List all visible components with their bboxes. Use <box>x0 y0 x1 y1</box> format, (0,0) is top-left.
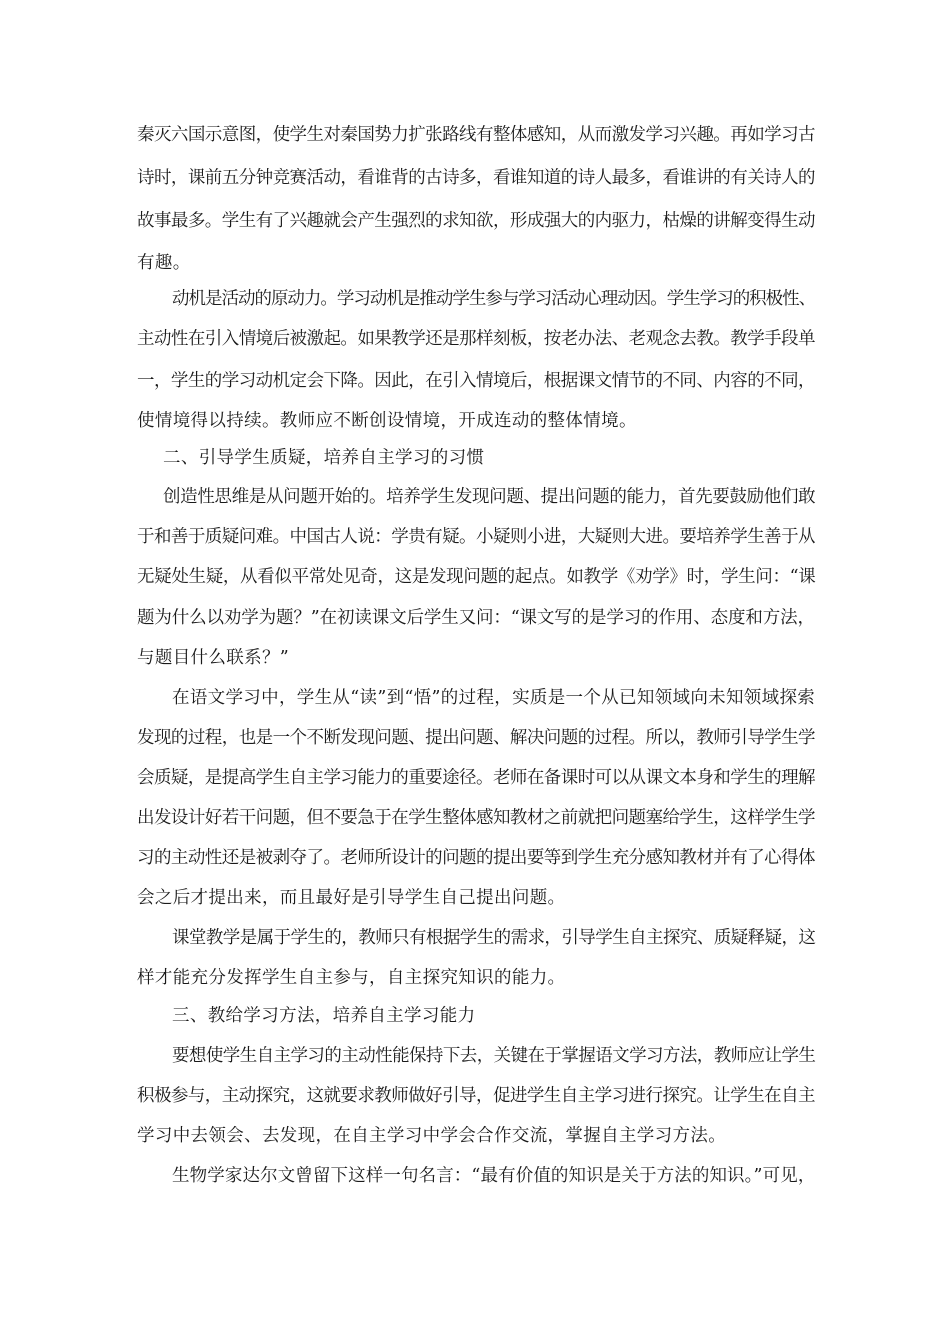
text-line: 出发设计好若干问题，但不要急于在学生整体感知教材之前就把问题塞给学生，这样学生学 <box>137 808 815 828</box>
text-line: 习的主动性还是被剥夺了。老师所设计的问题的提出要等到学生充分感知教材并有了心得体 <box>137 848 815 868</box>
text-line: 创造性思维是从问题开始的。培养学生发现问题、提出问题的能力，首先要鼓励他们敢 <box>163 487 816 507</box>
text-line: 有趣。 <box>137 253 191 273</box>
text-line: 一，学生的学习动机定会下降。因此，在引入情境后，根据课文情节的不同、内容的不同， <box>137 371 815 391</box>
text-line: 于和善于质疑问难。中国古人说：学贵有疑。小疑则小进，大疑则大进。要培养学生善于从 <box>137 527 815 547</box>
text-line: 使情境得以持续。教师应不断创设情境，开成连动的整体情境。 <box>137 411 637 431</box>
text-line: 积极参与，主动探究，这就要求教师做好引导，促进学生自主学习进行探究。让学生在自主 <box>137 1086 815 1106</box>
text-line: 与题目什么联系？” <box>137 648 290 668</box>
text-line: 会质疑，是提高学生自主学习能力的重要途径。老师在备课时可以从课文本身和学生的理解 <box>137 768 815 788</box>
text-line: 主动性在引入情境后被激起。如果教学还是那样刻板，按老办法、老观念去教。教学手段单 <box>137 329 815 349</box>
text-line: 秦灭六国示意图，使学生对秦国势力扩张路线有整体感知，从而激发学习兴趣。再如学习古 <box>137 125 815 145</box>
text-line: 题为什么以劝学为题？”在初读课文后学生又问：“课文写的是学习的作用、态度和方法， <box>137 608 815 628</box>
text-line: 样才能充分发挥学生自主参与，自主探究知识的能力。 <box>137 968 566 988</box>
text-line: 学习中去领会、去发现，在自主学习中学会合作交流，掌握自主学习方法。 <box>137 1126 727 1146</box>
text-line: 要想使学生自主学习的主动性能保持下去，关键在于掌握语文学习方法，教师应让学生 <box>172 1046 816 1066</box>
text-line: 无疑处生疑，从看似平常处见奇，这是发现问题的起点。如教学《劝学》时，学生问：“课 <box>137 567 816 587</box>
text-line: 在语文学习中，学生从“读”到“悟”的过程，实质是一个从已知领域向未知领域探索 <box>172 688 816 708</box>
text-line: 发现的过程，也是一个不断发现问题、提出问题、解决问题的过程。所以，教师引导学生学 <box>137 728 815 748</box>
text-line: 诗时，课前五分钟竞赛活动，看谁背的古诗多，看谁知道的诗人最多，看谁讲的有关诗人的 <box>137 168 815 188</box>
section-heading: 二、引导学生质疑，培养自主学习的习惯 <box>163 448 485 468</box>
text-line: 生物学家达尔文曾留下这样一句名言：“最有价值的知识是关于方法的知识。”可见， <box>172 1166 816 1186</box>
text-line: 课堂教学是属于学生的，教师只有根据学生的需求，引导学生自主探究、质疑释疑，这 <box>172 928 816 948</box>
text-line: 会之后才提出来，而且最好是引导学生自己提出问题。 <box>137 888 566 908</box>
section-heading: 三、教给学习方法，培养自主学习能力 <box>172 1006 476 1026</box>
text-line: 动机是活动的原动力。学习动机是推动学生参与学习活动心理动因。学生学习的积极性、 <box>172 289 816 309</box>
text-line: 故事最多。学生有了兴趣就会产生强烈的求知欲，形成强大的内驱力，枯燥的讲解变得生动 <box>137 211 815 231</box>
